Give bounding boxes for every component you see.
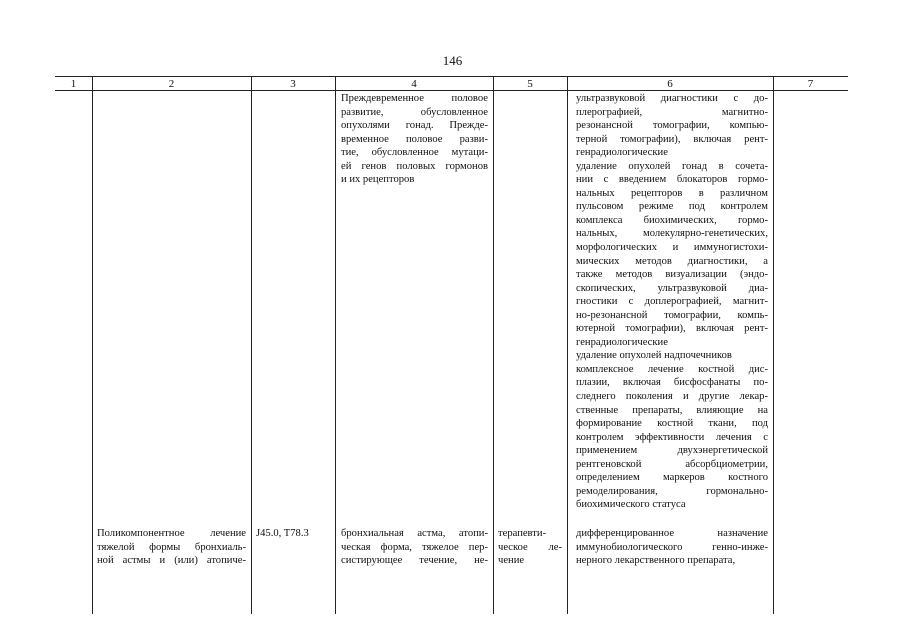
text-line: нерного лекарственного препарата, bbox=[576, 555, 736, 567]
text-line: ютерной томографии), включая рент- bbox=[576, 323, 768, 335]
continuation-col4-cell bbox=[341, 92, 488, 187]
text-line: чение bbox=[498, 555, 525, 567]
column-divider bbox=[773, 76, 774, 614]
text-line: тяжелой формы бронхиаль- bbox=[97, 541, 246, 553]
text-line: применением двухэнергетической bbox=[576, 445, 768, 457]
text-line: генрадиологические bbox=[576, 336, 668, 348]
page-number: 146 bbox=[442, 53, 463, 68]
text-line: тие, обусловленное мутаци- bbox=[341, 147, 488, 159]
column-divider bbox=[335, 76, 336, 614]
column-divider bbox=[251, 76, 252, 614]
text-line: нии с введением блокаторов гормо- bbox=[576, 174, 768, 186]
text-line: Поликомпонентное лечение bbox=[97, 528, 246, 539]
text-line: контролем эффективности лечения с bbox=[576, 431, 768, 443]
text-line: ей генов половых гормонов bbox=[341, 160, 488, 172]
text-line: следнего поколения и другие лекар- bbox=[576, 391, 768, 403]
text-line: мических методов диагностики, а bbox=[576, 255, 768, 267]
text-line: временное половое разви- bbox=[341, 133, 488, 145]
table-top-rule bbox=[55, 76, 848, 77]
text-line: терапевти- bbox=[498, 528, 547, 539]
column-number: 2 bbox=[168, 78, 175, 90]
text-line: ческое ле- bbox=[498, 541, 562, 553]
text-line: систирующее течение, не- bbox=[341, 555, 488, 567]
text-line: но-резонансной томографии, компь- bbox=[576, 309, 768, 321]
text-line: нальных, молекулярно-генетических, bbox=[576, 228, 768, 240]
text-line: и их рецепторов bbox=[341, 174, 415, 186]
text-line: развитие, обусловленное bbox=[341, 106, 488, 118]
column-number: 4 bbox=[411, 78, 417, 90]
text-line: ремоделирования, гормонально- bbox=[576, 485, 768, 497]
text-line: удаление опухолей надпочечников bbox=[576, 350, 732, 362]
text-line: удаление опухолей гонад в сочета- bbox=[576, 160, 768, 172]
column-number: 1 bbox=[70, 78, 77, 90]
new-row-col6-cell bbox=[576, 527, 768, 568]
text-line: морфологических и иммуногистохи- bbox=[576, 242, 768, 254]
table-header-bottom-rule bbox=[55, 90, 848, 91]
text-line: резонансной томографии, компью- bbox=[576, 120, 768, 132]
text-line: пульсовом режиме под контролем bbox=[576, 201, 768, 213]
new-row-col5-cell bbox=[498, 527, 562, 568]
text-line: ственные препараты, влияющие на bbox=[576, 404, 768, 416]
text-line: формирование костной ткани, под bbox=[576, 418, 768, 430]
column-divider bbox=[92, 76, 93, 614]
text-line: комплексное лечение костной дис- bbox=[576, 363, 768, 375]
column-divider bbox=[493, 76, 494, 614]
column-number: 5 bbox=[527, 78, 533, 90]
text-line: биохимического статуса bbox=[576, 499, 686, 511]
text-line: определением маркеров костного bbox=[576, 472, 768, 484]
column-number: 7 bbox=[807, 78, 814, 90]
new-row-col4-cell bbox=[341, 527, 488, 568]
text-line: также методов визуализации (эндо- bbox=[576, 269, 768, 281]
column-number: 6 bbox=[667, 78, 673, 90]
continuation-col6-cell bbox=[576, 92, 768, 512]
text-line: терной томографии), включая рент- bbox=[576, 133, 768, 145]
text-line: генрадиологические bbox=[576, 147, 668, 159]
new-row-col2-cell bbox=[97, 527, 246, 568]
text-line: Преждевременное половое bbox=[341, 93, 488, 104]
text-line: гностики с доплерографией, магнит- bbox=[576, 296, 768, 308]
new-row-col3-cell bbox=[256, 527, 332, 541]
column-number: 3 bbox=[290, 78, 296, 90]
text-line: ультразвуковой диагностики с до- bbox=[576, 93, 768, 104]
text-line: нальных рецепторов в различном bbox=[576, 187, 768, 199]
text-line: ческая форма, тяжелое пер- bbox=[341, 541, 488, 553]
text-line: иммунобиологического генно-инже- bbox=[576, 541, 768, 553]
text-line: скопических, ультразвуковой диа- bbox=[576, 282, 768, 294]
icd-codes: J45.0, T78.3 bbox=[256, 528, 309, 539]
text-line: плазии, включая бисфосфанаты по- bbox=[576, 377, 768, 389]
text-line: рентгеновской абсорбциометрии, bbox=[576, 458, 768, 470]
text-line: комплекса биохимических, гормо- bbox=[576, 214, 768, 226]
text-line: бронхиальная астма, атопи- bbox=[341, 528, 488, 539]
text-line: ной астмы и (или) атопиче- bbox=[97, 555, 246, 567]
text-line: дифференцированное назначение bbox=[576, 528, 768, 539]
column-divider bbox=[567, 76, 568, 614]
text-line: плерографией, магнитно- bbox=[576, 106, 768, 118]
text-line: опухолями гонад. Прежде- bbox=[341, 120, 488, 132]
